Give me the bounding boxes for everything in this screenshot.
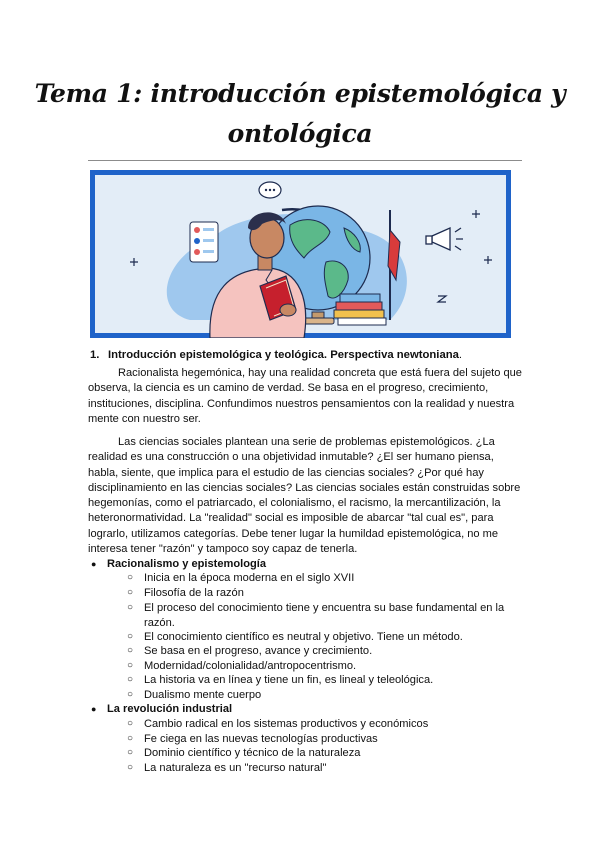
sub-item-text: Inicia en la época moderna en el siglo XVII [144,572,355,584]
chat-bubble-icon [259,182,281,198]
section-heading [90,348,462,362]
page-title: Tema 1: introducción epistemológica y ontológica [34,79,566,148]
sub-item-text: Dominio científico y técnico de la naturaleza [144,747,361,759]
sub-marker: ○ [127,587,134,598]
header-illustration [90,170,511,338]
sub-marker: ○ [127,645,134,656]
sub-item-text: Se basa en el progreso, avance y crecimiento. [144,645,373,657]
sub-item-text: El proceso del conocimiento tiene y encuentra su base fundamental en la razón. [144,602,505,629]
bullet-label: La revolución industrial [107,703,233,715]
sub-item-text: Modernidad/colonialidad/antropocentrismo. [144,660,357,672]
sub-marker: ○ [127,747,134,758]
bullet-label: Racionalismo y epistemología [107,558,267,570]
bullet-marker: ● [91,559,97,569]
section-number: 1. [90,349,100,361]
sub-marker: ○ [127,631,134,642]
sub-item-text: Filosofía de la razón [144,587,244,599]
user-list-icon [190,222,218,262]
paragraph: Racionalista hegemónica, hay una realidad concreta que está fuera del sujeto que observa, la ciencia es un camino de verdad. Se basa en el progreso, crecimiento, instituciones, disciplina. Confundimos nuestros pensamientos con la realidad y nuestra mente con nuestro ser. [88,367,522,425]
sub-marker: ○ [127,674,134,685]
section-heading-end: . [458,349,463,361]
sub-marker: ○ [127,572,134,583]
paragraph: Las ciencias sociales plantean una serie de problemas epistemológicos. ¿La realidad es una construcción o una objetividad inmutable? ¿El ser humano piensa, habla, siente, que implica para el estudio de las ciencias sociales? ¿Por qué hay disciplinamiento en las ciencias sociales? Las ciencias sociales están construidas sobre hegemonías, como el patriarcado, el colonialismo, el racismo, la mercantilización, la heteronormatividad. La "realidad" social es imposible de abarcar "tal cual es", para lograrlo, utilizamos categorías. Debe tener lugar la humildad epistemológica, no me interesa tener "razón" y tampoco soy capaz de tenerla. [88,436,521,556]
sub-item-text: Cambio radical en los sistemas productivos y económicos [144,718,429,730]
sub-marker: ○ [127,718,134,729]
sub-marker: ○ [127,762,134,773]
sub-item-text: La naturaleza es un "recurso natural" [144,762,327,774]
section-heading-text: Introducción epistemológica y teológica. Perspectiva newtoniana [108,349,459,361]
title-divider [88,160,522,161]
book-stack [334,294,386,325]
sub-item-text: Dualismo mente cuerpo [144,689,262,701]
sub-marker: ○ [127,660,134,671]
sub-item-text: La historia va en línea y tiene un fin, es lineal y teleológica. [144,674,434,686]
sub-marker: ○ [127,733,134,744]
sub-item-text: El conocimiento científico es neutral y objetivo. Tiene un método. [144,631,463,643]
sub-marker: ○ [127,602,134,613]
sub-item-text: Fe ciega en las nuevas tecnologías productivas [144,733,378,745]
sub-marker: ○ [127,689,134,700]
bullet-marker: ● [91,704,97,714]
